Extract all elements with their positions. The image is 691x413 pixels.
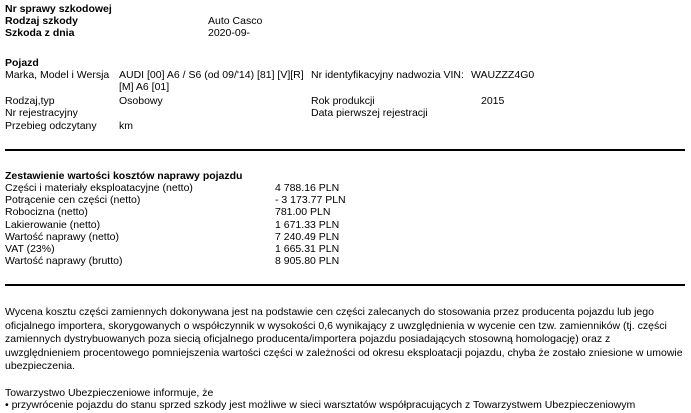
cost-row-label: Części i materiały eksploatacyjne (netto) [5, 182, 193, 194]
cost-row-label: Robocizna (netto) [5, 206, 88, 218]
cost-row-value: - 3 173.77 PLN [275, 194, 346, 206]
make-model-value: AUDI [00] A6 / S6 (od 09/'14) [81] [V][R] [119, 69, 304, 81]
first-registration-label: Data pierwszej rejestracji [311, 107, 428, 119]
claim-number-label: Nr sprawy szkodowej [5, 3, 112, 15]
vin-value: WAUZZZ4G0 [471, 69, 535, 81]
cost-row-value: 1 671.33 PLN [275, 219, 340, 231]
damage-date-value: 2020-09- [208, 27, 251, 39]
mileage-unit: km [119, 120, 133, 132]
vin-label: Nr identyfikacyjny nadwozia VIN: [311, 69, 464, 81]
vehicle-kind-label: Rodzaj,typ [5, 95, 55, 107]
damage-type-label: Rodzaj szkody [5, 15, 78, 27]
cost-row-label: Potrącenie cen części (netto) [5, 194, 141, 206]
vehicle-kind-value: Osobowy [119, 95, 163, 107]
cost-row-label: VAT (23%) [5, 243, 55, 255]
section-divider [5, 284, 685, 286]
vehicle-heading: Pojazd [5, 57, 39, 69]
damage-type-value: Auto Casco [208, 15, 263, 27]
cost-row-label: Wartość naprawy (netto) [5, 231, 119, 243]
make-model-label: Marka, Model i Wersja [5, 69, 110, 81]
section-divider [5, 149, 685, 151]
production-year-label: Rok produkcji [311, 95, 375, 107]
cost-row-value: 8 905.80 PLN [275, 255, 340, 267]
cost-row-value: 7 240.49 PLN [275, 231, 340, 243]
damage-date-label: Szkoda z dnia [5, 27, 75, 39]
mileage-label: Przebieg odczytany [5, 120, 97, 132]
pricing-note-paragraph: Wycena kosztu części zamiennych dokonywana jest na podstawie cen części zalecanych do stosowania przez producenta pojazdu lub jego oficjalnego importera, skorygowanych o współczynnik w wysokości 0,6 wynikający z uwzględnienia w wycenie cen tzw. zamienników (tj. części zamiennych dystrybuowanych poza siecią oficjalnego producenta/importera pojazdu posiadających stosowną homologację) oraz z uwzględnieniem procentowego pomniejszenia wartości części w zależności od okresu eksploatacji pojazdu, chyba że zostało zniesione w umowie ubezpieczenia. [5, 306, 683, 372]
production-year-value: 2015 [481, 95, 505, 107]
make-model-version: [M] A6 [01] [119, 81, 170, 93]
cost-row-value: 4 788.16 PLN [275, 182, 340, 194]
cost-row-label: Lakierowanie (netto) [5, 219, 101, 231]
cost-row-value: 1 665.31 PLN [275, 243, 340, 255]
registration-number-label: Nr rejestracyjny [5, 107, 78, 119]
cost-row-label: Wartość naprawy (brutto) [5, 255, 123, 267]
insurer-info: Towarzystwo Ubezpieczeniowe informuje, że [5, 387, 214, 399]
cost-row-value: 781.00 PLN [275, 206, 331, 218]
costs-heading: Zestawienie wartości kosztów naprawy pojazdu [5, 170, 243, 182]
repair-network-bullet: • przywrócenie pojazdu do stanu sprzed szkody jest możliwe w sieci warsztatów współpracujących z Towarzystwem Ubezpieczeniowym [5, 399, 636, 411]
